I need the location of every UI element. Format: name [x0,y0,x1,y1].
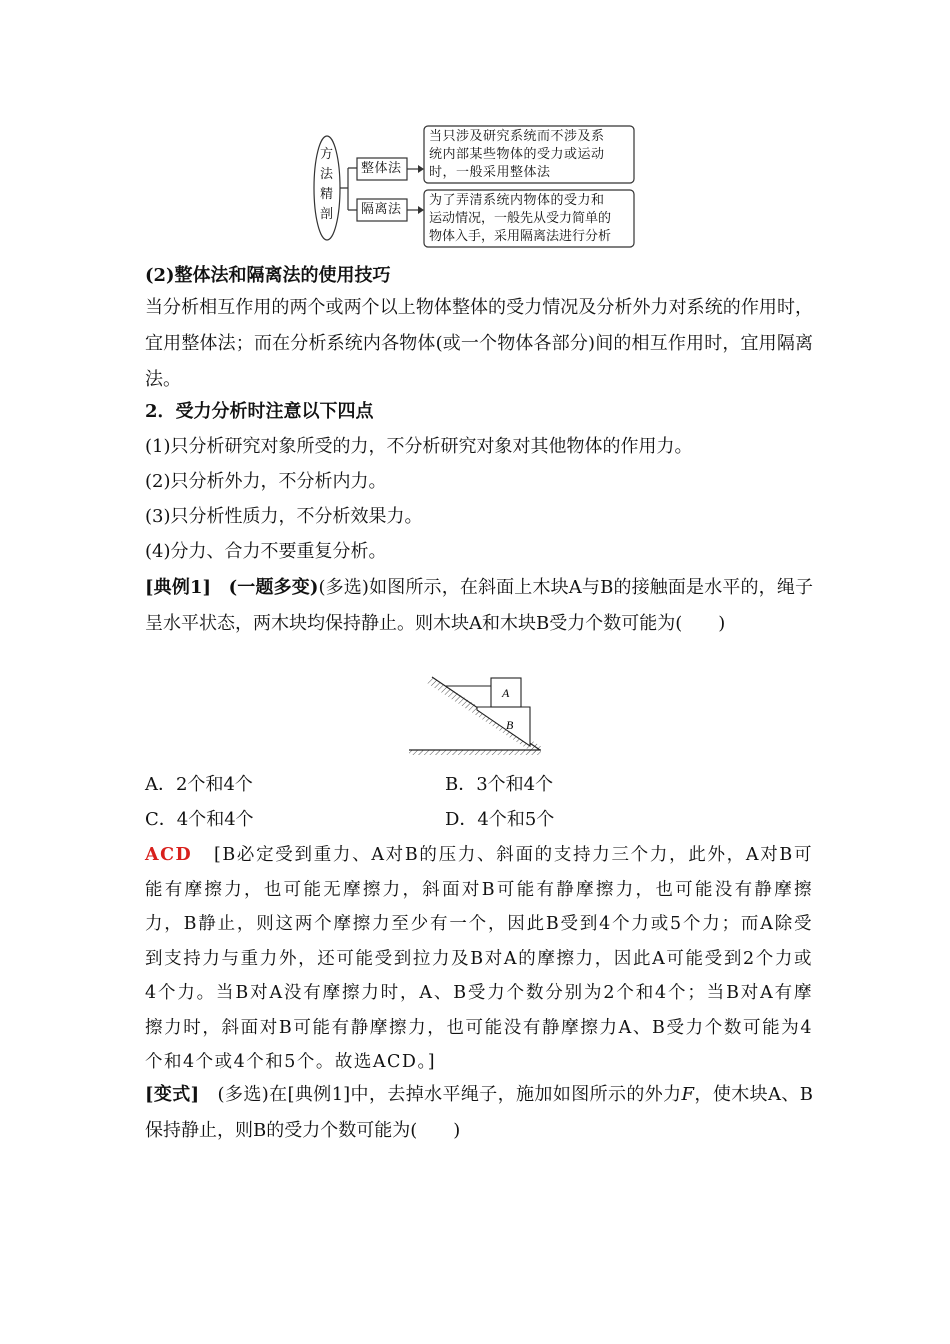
arrow-head-1 [418,165,424,173]
incline-figure [405,672,545,760]
label-a: A [502,686,510,700]
section-2-title: (2)整体法和隔离法的使用技巧 [145,265,391,286]
example-1 [145,570,813,642]
example-text: (多选)如图所示，在斜面上木块A与B的接触面是水平的，绳子呈水平状态，两木块均保持静止。则木块A和木块B受力个数可能为( ) [145,577,813,634]
variant-block [145,1077,813,1149]
root-char-1: 方 [320,147,334,162]
variant-text-before: (多选)在[典例1]中，去掉水平绳子，施加如图所示的外力 [217,1084,682,1105]
section-2-body: 当分析相互作用的两个或两个以上物体整体的受力情况及分析外力对系统的作用时，宜用整体法；而在分析系统内各物体(或一个物体各部分)间的相互作用时，宜用隔离法。 [145,297,813,390]
branch-2-desc-line-1: 为了弄清系统内物体的受力和 [429,193,605,208]
point-item-3: (3)只分析性质力，不分析效果力。 [145,506,423,527]
arrow-head-2 [418,206,424,214]
incline-figure-svg [405,672,545,760]
method-diagram [300,120,650,250]
answer-text: [B必定受到重力、A对B的压力、斜面的支持力三个力，此外，A对B可能有摩擦力，也可能无摩擦力，斜面对B可能有静摩擦力，也可能没有静摩擦力，B静止，则这两个摩擦力至少有一个，因此B受到4个力或5个力；而A除受到支持力与重力外，还可能受到拉力及B对A的摩擦力，因此A可能受到2个力或4个力。当B对A没有摩擦力时，A、B受力个数分别为2个和4个；当B对A有摩擦力时，斜面对B可能有静摩擦力，也可能没有静摩擦力A、B受力个数可能为4个和4个或4个和5个。故选ACD。] [145,845,813,1072]
variant-tag: [变式] [145,1084,200,1105]
answer-key: ACD [145,845,193,865]
root-bracket [340,168,357,210]
root-char-3: 精 [320,187,334,202]
branch-2-desc-line-3: 物体入手，采用隔离法进行分析 [429,229,612,244]
block-b [477,707,530,746]
root-char-4: 剖 [320,207,334,222]
point-2-title: 2．受力分析时注意以下四点 [145,401,374,422]
label-b: B [506,718,514,732]
branch-1-desc-line-3: 时，一般采用整体法 [429,165,551,180]
root-char-2: 法 [320,167,334,182]
example-tag-2: (一题多变) [228,577,319,598]
option-a: A．2个和4个 [145,774,253,795]
branch-label-2: 隔离法 [361,202,402,217]
option-d: D．4个和5个 [445,809,555,830]
answer-block [145,838,813,1080]
option-b: B．3个和4个 [445,774,554,795]
variant-var: F [681,1084,695,1105]
example-tag: [典例1] [145,577,212,598]
branch-2-desc-line-2: 运动情况，一般先从受力简单的 [429,211,612,226]
branch-1-desc-line-1: 当只涉及研究系统而不涉及系 [429,129,605,144]
point-item-2: (2)只分析外力，不分析内力。 [145,471,387,492]
point-item-4: (4)分力、合力不要重复分析。 [145,541,387,562]
option-c: C．4个和4个 [145,809,254,830]
ground-hatch [409,750,541,755]
variant-text-after: ，使木块A、B保持静止，则B的受力个数可能为( ) [145,1084,813,1141]
branch-1-desc-line-2: 统内部某些物体的受力或运动 [429,147,605,162]
branch-label-1: 整体法 [361,161,402,176]
point-item-1: (1)只分析研究对象所受的力，不分析研究对象对其他物体的作用力。 [145,436,693,457]
